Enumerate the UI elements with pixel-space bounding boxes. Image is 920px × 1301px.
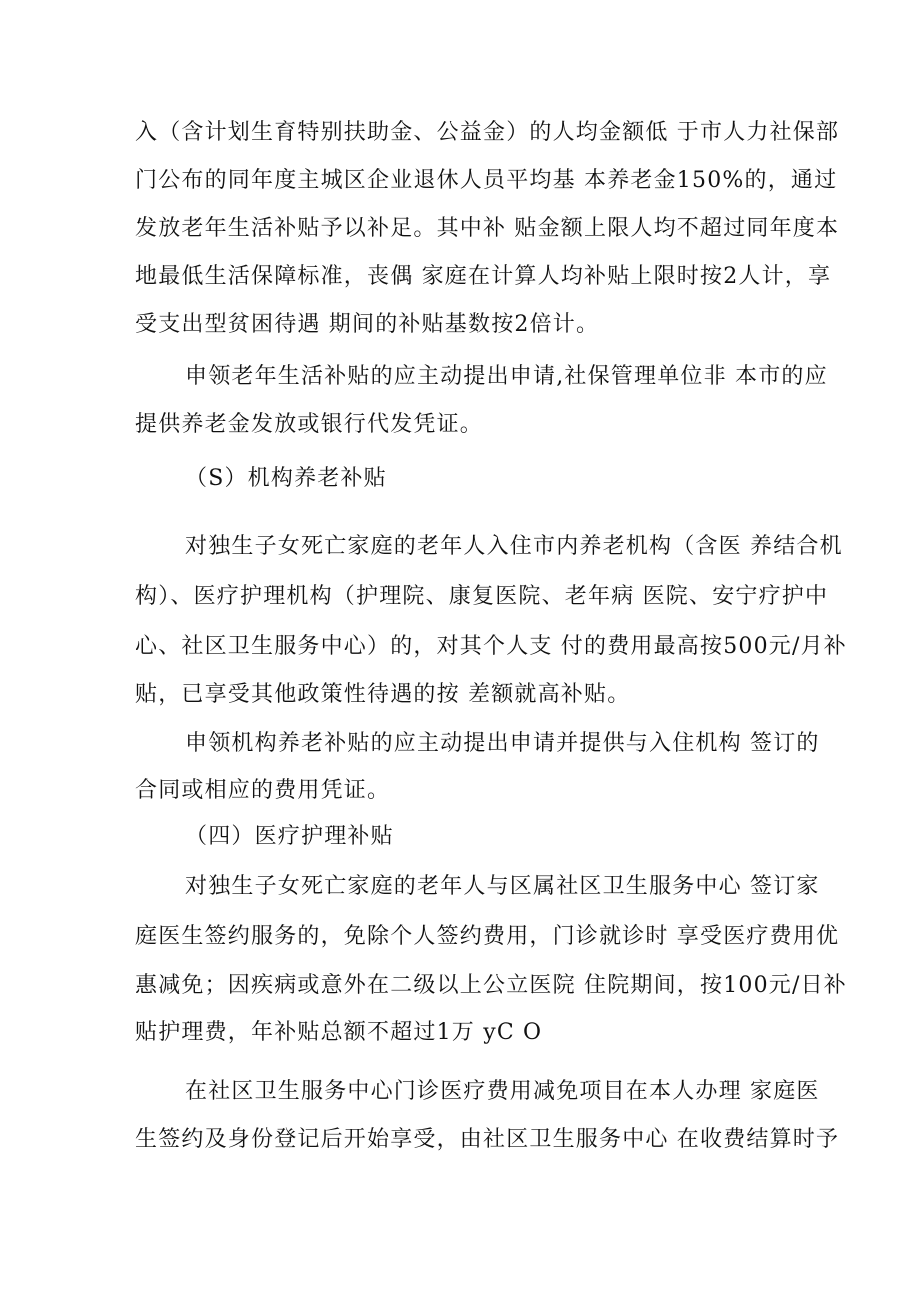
text-line: 在社区卫生服务中心门诊医疗费用减免项目在本人办理 家庭医 (185, 1079, 820, 1104)
text-line: 惠减免；因疾病或意外在二级以上公立医院 住院期间，按100元/日补 (135, 973, 847, 998)
text-line: 入（含计划生育特别扶助金、公益金）的人均金额低 于市人力社保部 (135, 120, 840, 145)
text-line: 地最低生活保障标准，丧偶 家庭在计算人均补贴上限时按2人计，享 (135, 264, 832, 289)
text-line: 心、社区卫生服务中心）的，对其个人支 付的费用最高按500元/月补 (135, 634, 847, 659)
text-line: 合同或相应的费用凭证。 (135, 778, 391, 803)
text-line: 受支出型贫困待遇 期间的补贴基数按2倍计。 (135, 312, 600, 337)
section-heading: （S）机构养老补贴 (185, 466, 387, 491)
text-line: 申领机构养老补贴的应主动提出申请并提供与入住机构 签订的 (185, 731, 820, 756)
text-line: 发放老年生活补贴予以补足。其中补 贴金额上限人均不超过同年度本 (135, 216, 840, 241)
text-line: 提供养老金发放或银行代发凭证。 (135, 412, 484, 437)
text-line: 申领老年生活补贴的应主动提出申请,社保管理单位非 本市的应 (185, 364, 828, 389)
text-line: 贴，已享受其他政策性待遇的按 差额就高补贴。 (135, 682, 631, 707)
text-line: 生签约及身份登记后开始享受，由社区卫生服务中心 在收费结算时予 (135, 1127, 840, 1152)
text-line: 贴护理费，年补贴总额不超过1万 yC O (135, 1020, 543, 1045)
text-line: 门公布的同年度主城区企业退休人员平均基 本养老金150%的，通过 (135, 168, 838, 193)
section-heading: （四）医疗护理补贴 (185, 824, 394, 849)
text-line: 构）、医疗护理机构（护理院、康复医院、老年病 医院、安宁疗护中 (135, 584, 829, 609)
text-line: 对独生子女死亡家庭的老年人与区属社区卫生服务中心 签订家 (185, 874, 820, 899)
text-line: 对独生子女死亡家庭的老年人入住市内养老机构（含医 养结合机 (185, 534, 843, 559)
text-line: 庭医生签约服务的，免除个人签约费用，门诊就诊时 享受医疗费用优 (135, 924, 840, 949)
